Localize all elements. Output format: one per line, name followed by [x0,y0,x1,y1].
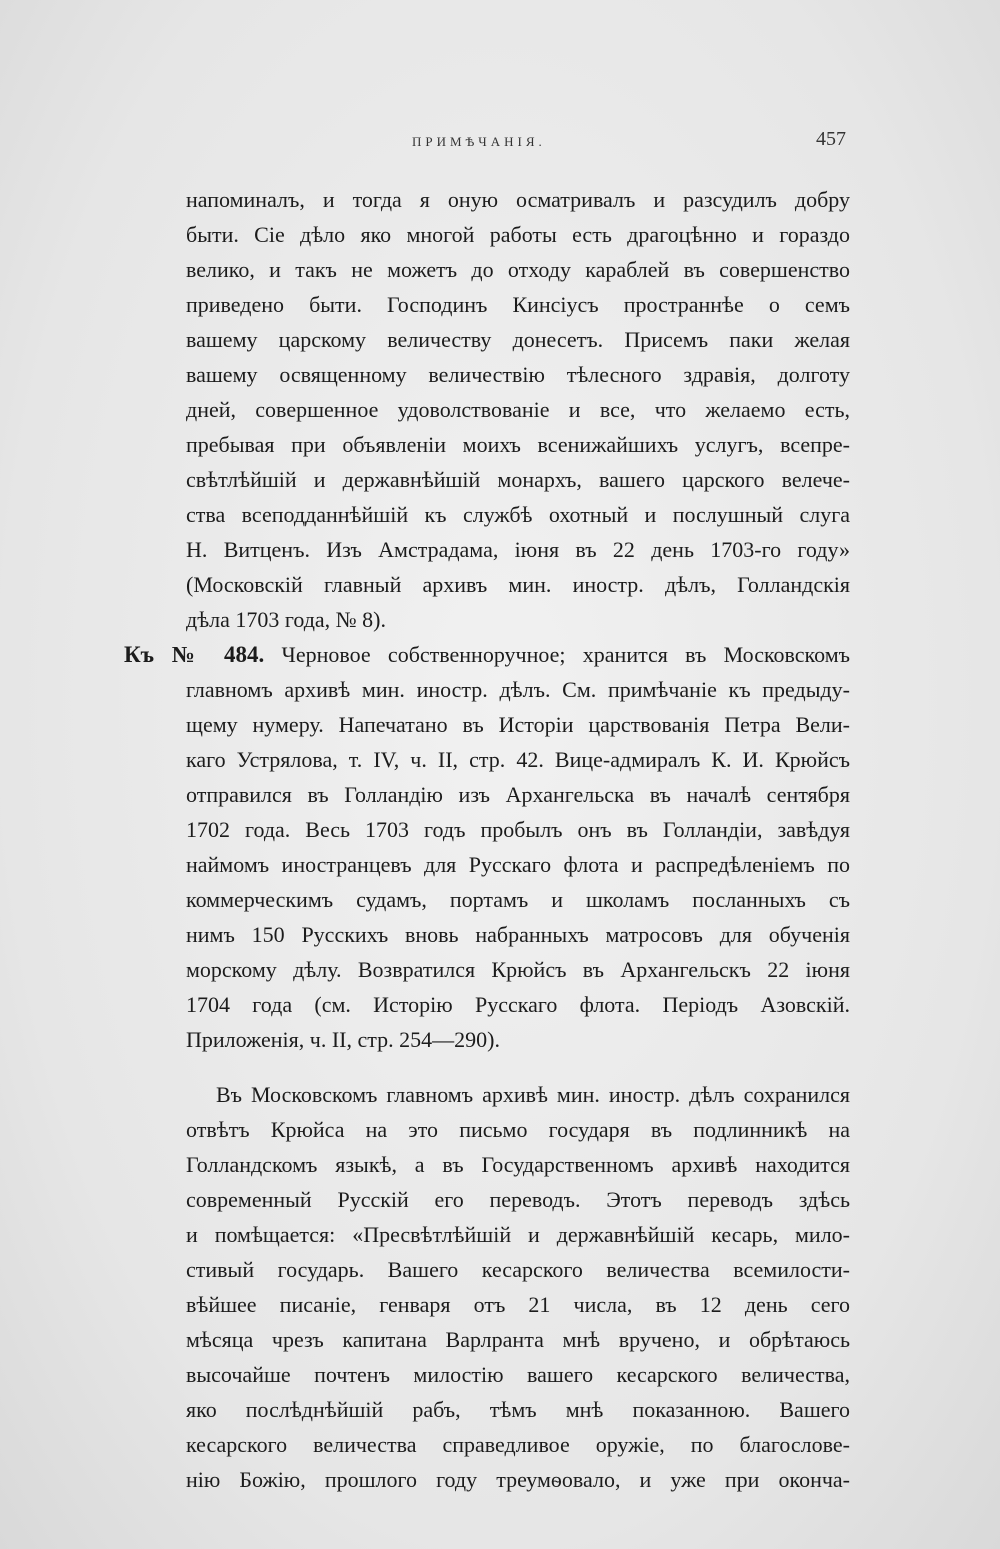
text-line: дѣла 1703 года, № 8). [186,607,386,632]
text-line: быти. Сіе дѣло яко многой работы есть драгоцѣнно и гораздо [186,222,850,247]
paragraph-gap [186,1057,850,1077]
text-line: Н. Витценъ. Изъ Амстрадама, іюня въ 22 день 1703-го году» [186,537,850,562]
text-line: главномъ архивѣ мин. иностр. дѣлъ. См. примѣчаніе къ предыду- [186,677,850,702]
text-line: вашему царскому величеству донесетъ. Присемъ паки желая [186,327,850,352]
text-line: яко послѣднѣйшій рабъ, тѣмъ мнѣ показанною. Вашего [186,1397,850,1422]
text-line: щему нумеру. Напечатано въ Исторіи царствованія Петра Вели- [186,712,850,737]
text-line: свѣтлѣйшій и державнѣйшій монархъ, вашего царского велече- [186,467,850,492]
text-line: вашему освященному величествію тѣлесного здравія, долготу [186,362,850,387]
note-reference-label: Къ № 484. [124,642,265,667]
text-line: пребывая при объявленіи моихъ всенижайшихъ услугъ, всепре- [186,432,850,457]
text-line: современный Русскій его переводъ. Этотъ переводъ здѣсь [186,1187,850,1212]
text-line: нію Божію, прошлого году треумѳовало, и уже при оконча- [186,1467,850,1492]
text-line: ства всеподданнѣйшій къ службѣ охотный и послушный слуга [186,502,850,527]
text-line: стивый государь. Вашего кесарского величества всемилости- [186,1257,850,1282]
text-line: наймомъ иностранцевъ для Русскаго флота и распредѣленіемъ по [186,852,850,877]
text-line: приведено быти. Господинъ Кинсіусъ пространнѣе о семъ [186,292,850,317]
text-line: высочайше почтенъ милостію вашего кесарского величества, [186,1362,850,1387]
note-heading-line [124,637,850,672]
note-first-line-text: Черновое собственноручное; хранится въ Московскомъ [281,642,851,667]
text-line: Въ Московскомъ главномъ архивѣ мин. иностр. дѣлъ сохранился [216,1082,850,1107]
text-line: и помѣщается: «Пресвѣтлѣйшій и державнѣйшій кесарь, мило- [186,1222,850,1247]
text-line: отправился въ Голландію изъ Архангельска въ началѣ сентября [186,782,850,807]
text-line: коммерческимъ судамъ, портамъ и школамъ посланныхъ съ [186,887,850,912]
text-line: вѣйшее писаніе, генваря отъ 21 числа, въ 12 день сего [186,1292,850,1317]
text-line: морскому дѣлу. Возвратился Крюйсъ въ Архангельскъ 22 іюня [186,957,850,982]
text-line: 1704 года (см. Исторію Русскаго флота. Періодъ Азовскій. [186,992,850,1017]
text-line: велико, и такъ не можетъ до отходу караблей въ совершенство [186,257,850,282]
text-line: нимъ 150 Русскихъ вновь набранныхъ матросовъ для обученія [186,922,850,947]
text-line: каго Устрялова, т. IV, ч. II, стр. 42. Вице-адмиралъ К. И. Крюйсъ [186,747,850,772]
running-head [186,128,850,158]
running-title: ПРИМѢЧАНІЯ. [412,134,546,149]
text-line: мѣсяца чрезъ капитана Варлранта мнѣ вручено, и обрѣтаюсь [186,1327,850,1352]
text-line: отвѣтъ Крюйса на это письмо государя въ подлинникѣ на [186,1117,850,1142]
text-line: дней, совершенное удоволствованіе и все, что желаемо есть, [186,397,850,422]
text-line: Приложенія, ч. II, стр. 254—290). [186,1027,500,1052]
text-line: кесарского величества справедливое оружіе, по благослове- [186,1432,850,1457]
text-line: напоминалъ, и тогда я оную осматривалъ и разсудилъ добру [186,187,850,212]
text-line: 1702 года. Весь 1703 годъ пробылъ онъ въ Голландіи, завѣдуя [186,817,850,842]
body-text [124,182,851,1497]
page-number: 457 [816,128,846,150]
text-line: Голландскомъ языкѣ, а въ Государственномъ архивѣ находится [186,1152,850,1177]
text-line: (Московскій главный архивъ мин. иностр. дѣлъ, Голландскія [186,572,850,597]
